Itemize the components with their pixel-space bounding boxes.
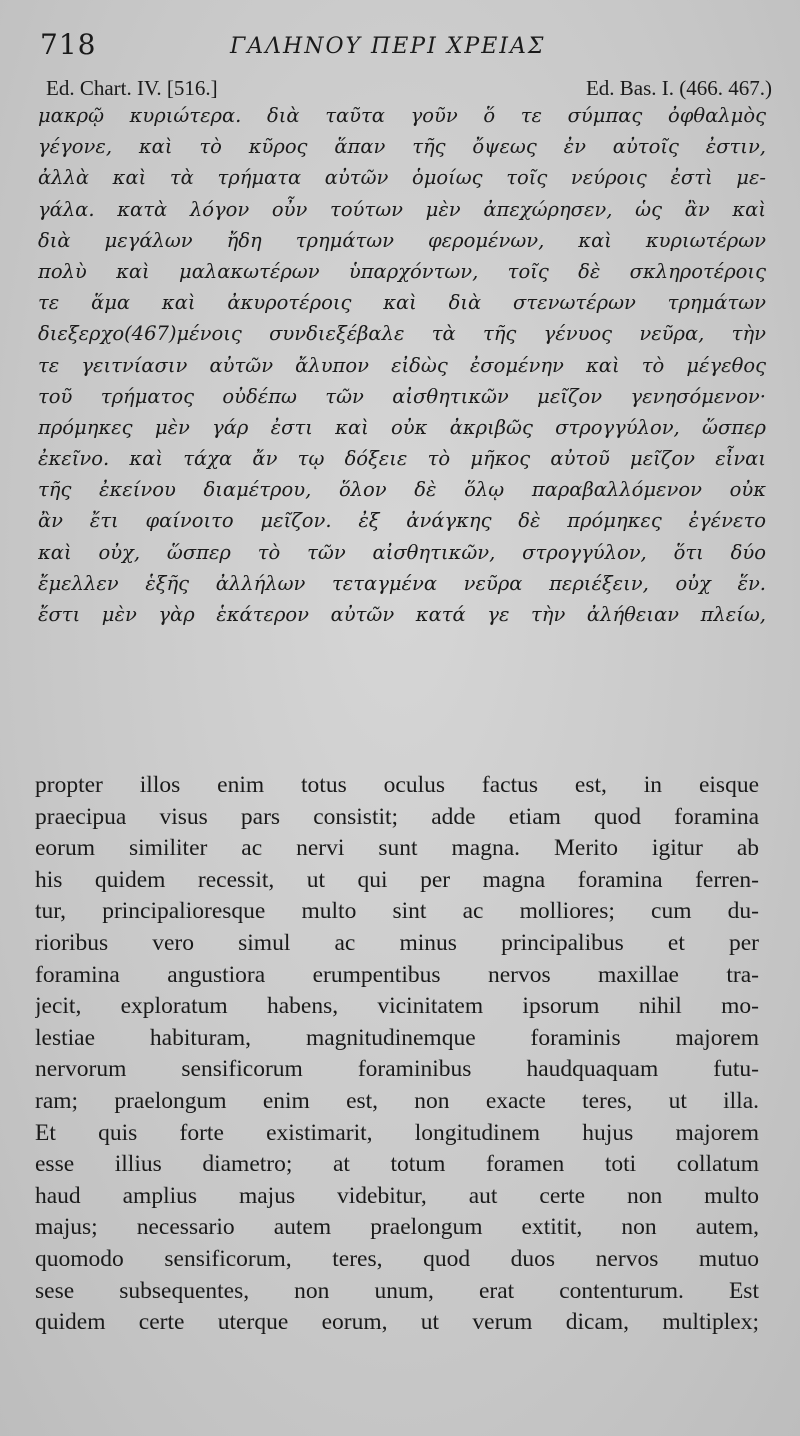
latin-text-line: rioribus vero simul ac minus principalibus et per <box>35 929 759 956</box>
latin-text-block <box>35 770 759 1339</box>
greek-text-line: διεξερχο(467)μένοις συνδιεξέβαλε τὰ τῆς γένυος νεῦρα, τὴν <box>38 322 766 346</box>
edition-references <box>40 76 772 102</box>
greek-text-line: ἔμελλεν ἑξῆς ἀλλήλων τεταγμένα νεῦρα περιέξειν, οὐχ ἕν. <box>38 571 766 595</box>
latin-text-line: praecipua visus pars consistit; adde etiam quod foramina <box>35 803 759 830</box>
greek-text-line: ἐκεῖνο. καὶ τάχα ἄν τῳ δόξειε τὸ μῆκος αὐτοῦ μεῖζον εἶναι <box>38 447 766 471</box>
greek-text-line: τε γειτνίασιν αὐτῶν ἄλυπον εἰδὼς ἐσομένην καὶ τὸ μέγεθος <box>38 353 766 377</box>
greek-text-line: τοῦ τρήματος οὐδέπω τῶν αἰσθητικῶν μεῖζον γενησόμενον· <box>38 384 766 408</box>
greek-text-line: διὰ μεγάλων ἤδη τρημάτων φερομένων, καὶ κυριωτέρων <box>38 228 766 252</box>
greek-text-line: ἂν ἔτι φαίνοιτο μεῖζον. ἐξ ἀνάγκης δὲ πρόμηκες ἐγένετο <box>38 509 766 533</box>
greek-text-block <box>38 100 766 630</box>
running-title: ΓΑΛΗΝΟΥ ΠΕΡΙ ΧΡΕΙΑΣ <box>230 34 546 59</box>
latin-text-line: jecit, exploratum habens, vicinitatem ipsorum nihil mo- <box>35 993 759 1020</box>
edition-basel: Ed. Bas. I. (466. 467.) <box>585 76 772 100</box>
latin-text-line: foramina angustiora erumpentibus nervos maxillae tra- <box>35 961 759 988</box>
greek-text-line: ἀλλὰ καὶ τὰ τρήματα αὐτῶν ὁμοίως τοῖς νεύροις ἐστὶ με- <box>38 166 766 190</box>
greek-text-line: γέγονε, καὶ τὸ κῦρος ἅπαν τῆς ὄψεως ἐν αὐτοῖς ἐστιν, <box>38 135 766 159</box>
greek-text-line: γάλα. κατὰ λόγον οὖν τούτων μὲν ἀπεχώρησεν, ὡς ἂν καὶ <box>38 197 766 221</box>
page-header <box>40 28 770 64</box>
latin-text-line: quomodo sensificorum, teres, quod duos nervos mutuo <box>35 1245 759 1272</box>
page-number: 718 <box>40 28 97 61</box>
latin-text-line: propter illos enim totus oculus factus est, in eisque <box>35 772 759 798</box>
latin-text-line: sese subsequentes, non unum, erat contenturum. Est <box>35 1277 759 1304</box>
greek-text-line: ἔστι μὲν γὰρ ἑκάτερον αὐτῶν κατά γε τὴν ἀλήθειαν πλείω, <box>38 603 766 626</box>
greek-text-line: τῆς ἐκείνου διαμέτρου, ὅλον δὲ ὅλῳ παραβαλλόμενον οὐκ <box>38 478 766 502</box>
latin-text-line: nervorum sensificorum foraminibus haudquaquam futu- <box>35 1056 759 1083</box>
greek-text-line: πρόμηκες μὲν γάρ ἐστι καὶ οὐκ ἀκριβῶς στρογγύλον, ὥσπερ <box>38 415 766 439</box>
greek-text-line: μακρῷ κυριώτερα. διὰ ταῦτα γοῦν ὅ τε σύμπας ὀφθαλμὸς <box>38 104 766 127</box>
latin-text-line: eorum similiter ac nervi sunt magna. Merito igitur ab <box>35 835 759 862</box>
latin-text-line: haud amplius majus videbitur, aut certe non multo <box>35 1182 759 1209</box>
latin-text-line: lestiae habituram, magnitudinemque foraminis majorem <box>35 1024 759 1051</box>
greek-text-line: καὶ οὐχ, ὥσπερ τὸ τῶν αἰσθητικῶν, στρογγύλον, ὅτι δύο <box>38 540 766 564</box>
greek-text-line: πολὺ καὶ μαλακωτέρων ὑπαρχόντων, τοῖς δὲ σκληροτέροις <box>38 259 766 283</box>
greek-text-line: τε ἅμα καὶ ἀκυροτέροις καὶ διὰ στενωτέρων τρημάτων <box>38 291 766 315</box>
latin-text-line: ram; praelongum enim est, non exacte teres, ut illa. <box>35 1087 759 1114</box>
latin-text-line: tur, principalioresque multo sint ac molliores; cum du- <box>35 898 759 925</box>
latin-text-line: Et quis forte existimarit, longitudinem hujus majorem <box>35 1119 759 1146</box>
latin-text-line: quidem certe uterque eorum, ut verum dicam, multiplex; <box>35 1309 759 1336</box>
latin-text-line: his quidem recessit, ut qui per magna foramina ferren- <box>35 866 759 893</box>
latin-text-line: esse illius diametro; at totum foramen toti collatum <box>35 1151 759 1178</box>
latin-text-line: majus; necessario autem praelongum extitit, non autem, <box>35 1214 759 1241</box>
edition-chartier: Ed. Chart. IV. [516.] <box>46 76 218 100</box>
